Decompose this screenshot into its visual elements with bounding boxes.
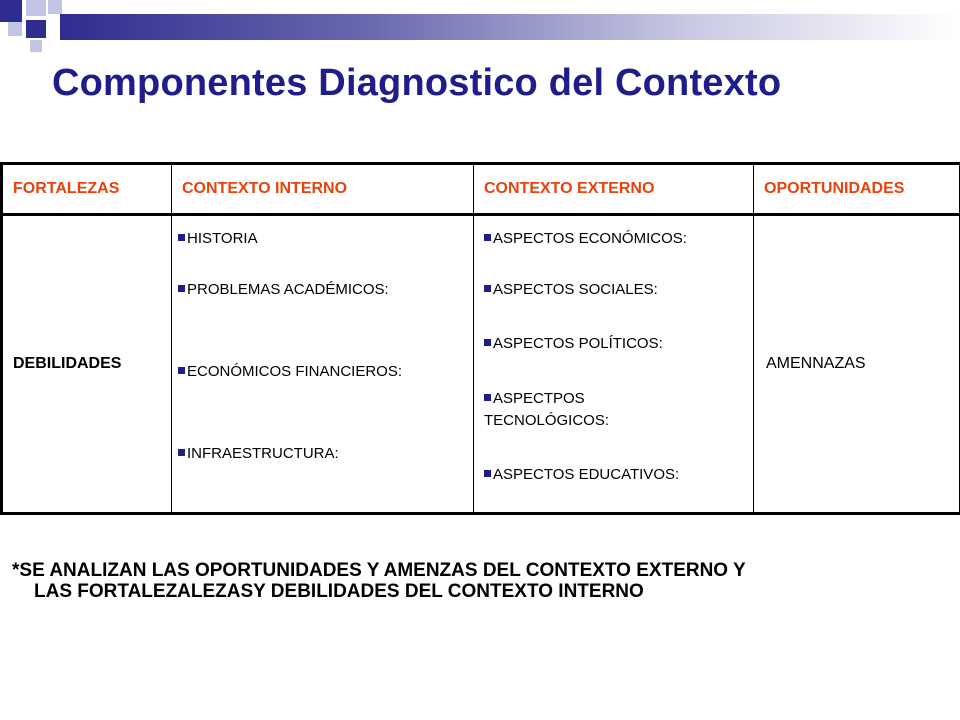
swot-table — [0, 162, 960, 515]
bullet-square-icon — [178, 285, 185, 292]
slide-title: Componentes Diagnostico del Contexto — [52, 62, 782, 104]
table-body-row — [2, 215, 960, 514]
decor-square — [48, 0, 62, 14]
header-oportunidades: OPORTUNIDADES — [754, 164, 960, 215]
bullet-square-icon — [178, 367, 185, 374]
bullet-square-icon — [484, 234, 491, 241]
list-item: ASPECTOS ECONÓMICOS: — [484, 228, 687, 250]
list-item: ASPECTOS POLÍTICOS: — [484, 333, 663, 355]
debilidades-cell: DEBILIDADES — [2, 215, 172, 514]
list-item: ECONÓMICOS FINANCIEROS: — [178, 361, 402, 383]
header-contexto-externo: CONTEXTO EXTERNO — [474, 164, 754, 215]
bullet-square-icon — [178, 234, 185, 241]
externo-cell — [474, 215, 754, 514]
amenazas-cell: AMENNAZAS — [754, 215, 960, 514]
decor-square — [8, 22, 22, 36]
bullet-square-icon — [484, 339, 491, 346]
decor-square — [30, 40, 42, 52]
footnote-line-1: *SE ANALIZAN LAS OPORTUNIDADES Y AMENZAS DEL CONTEXTO EXTERNO Y — [12, 560, 746, 581]
list-item: PROBLEMAS ACADÉMICOS: — [178, 279, 389, 301]
bullet-square-icon — [178, 449, 185, 456]
decor-square — [26, 0, 46, 16]
list-item: INFRAESTRUCTURA: — [178, 443, 339, 465]
list-item: ASPECTOS SOCIALES: — [484, 279, 658, 301]
list-item: HISTORIA — [178, 228, 258, 250]
list-item: ASPECTOS EDUCATIVOS: — [484, 464, 679, 486]
bullet-square-icon — [484, 470, 491, 477]
decor-square — [26, 20, 46, 38]
header-fortalezas: FORTALEZAS — [2, 164, 172, 215]
bullet-square-icon — [484, 285, 491, 292]
footnote — [12, 560, 952, 602]
interno-cell — [172, 215, 474, 514]
header-contexto-interno: CONTEXTO INTERNO — [172, 164, 474, 215]
table-header-row — [2, 164, 960, 215]
decor-square — [0, 0, 22, 22]
list-item: ASPECTPOS TECNOLÓGICOS: — [484, 390, 610, 429]
bullet-square-icon — [484, 394, 491, 401]
header-gradient-bar — [60, 14, 960, 40]
footnote-line-2: LAS FORTALEZALEZASY DEBILIDADES DEL CONTEXTO INTERNO — [34, 581, 644, 602]
